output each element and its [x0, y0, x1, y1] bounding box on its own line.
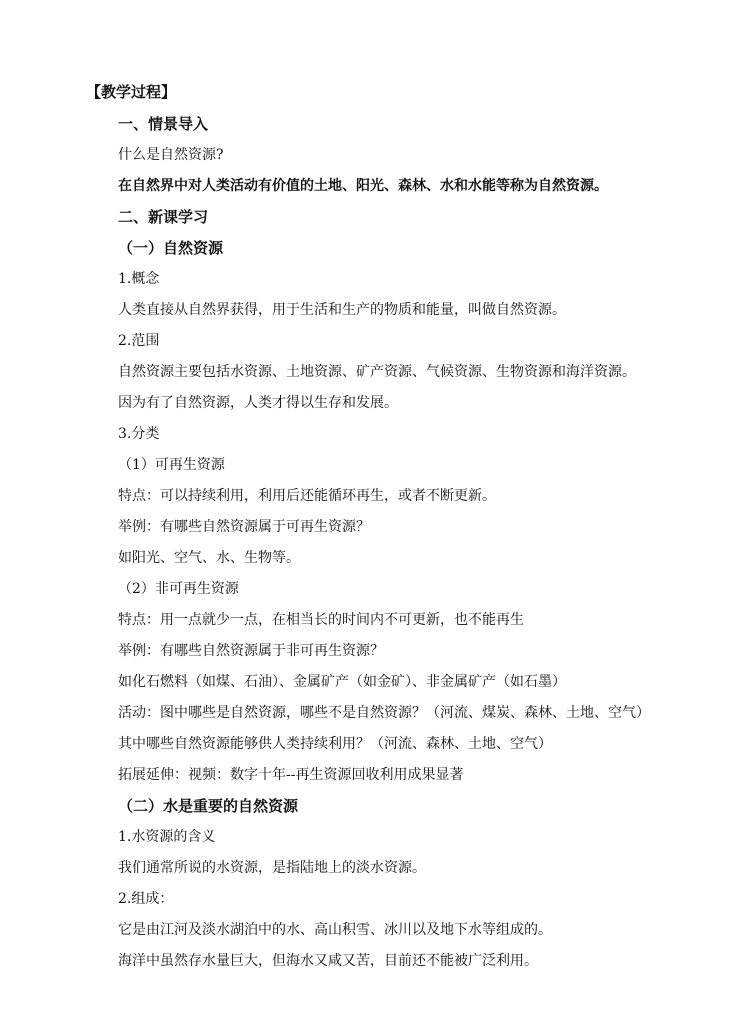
paragraph: 人类直接从自然界获得，用于生活和生产的物质和能量，叫做自然资源。 — [118, 302, 566, 318]
paragraph: （1）可再生资源 — [118, 457, 225, 473]
paragraph: 我们通常所说的水资源，是指陆地上的淡水资源。 — [118, 860, 426, 876]
paragraph: 举例：有哪些自然资源属于可再生资源？ — [118, 519, 370, 535]
paragraph: 2.组成： — [118, 891, 174, 907]
paragraph: 特点：可以持续利用，利用后还能循环再生，或者不断更新。 — [118, 488, 496, 504]
paragraph: 2.范围 — [118, 333, 160, 349]
subheading-water-resources: （二）水是重要的自然资源 — [118, 797, 299, 815]
paragraph-bold: 在自然界中对人类活动有价值的土地、阳光、森林、水和水能等称为自然资源。 — [118, 178, 608, 194]
paragraph: 活动：图中哪些是自然资源，哪些不是自然资源？（河流、煤炭、森林、土地、空气） — [118, 705, 650, 721]
paragraph: 拓展延伸：视频：数字十年--再生资源回收利用成果显著 — [118, 767, 464, 783]
section-title: 【教学过程】 — [86, 83, 177, 101]
paragraph: 因为有了自然资源，人类才得以生存和发展。 — [118, 395, 398, 411]
heading-new-lesson: 二、新课学习 — [118, 208, 209, 226]
paragraph: 其中哪些自然资源能够供人类持续利用？（河流、森林、土地、空气） — [118, 736, 552, 752]
paragraph: 3.分类 — [118, 426, 160, 442]
heading-intro: 一、情景导入 — [118, 115, 209, 133]
paragraph: 什么是自然资源? — [118, 147, 224, 163]
paragraph: （2）非可再生资源 — [118, 581, 239, 597]
paragraph: 如阳光、空气、水、生物等。 — [118, 550, 300, 566]
paragraph: 自然资源主要包括水资源、土地资源、矿产资源、气候资源、生物资源和海洋资源。 — [118, 364, 636, 380]
paragraph: 如化石燃料（如煤、石油）、金属矿产（如金矿）、非金属矿产（如石墨） — [118, 674, 566, 690]
paragraph: 海洋中虽然存水量巨大，但海水又咸又苦，目前还不能被广泛利用。 — [118, 953, 538, 969]
paragraph: 1.概念 — [118, 271, 160, 287]
paragraph: 举例：有哪些自然资源属于非可再生资源？ — [118, 643, 384, 659]
subheading-natural-resources: （一）自然资源 — [118, 239, 224, 257]
paragraph: 它是由江河及淡水湖泊中的水、高山积雪、冰川以及地下水等组成的。 — [118, 922, 552, 938]
paragraph: 1.水资源的含义 — [118, 829, 216, 845]
paragraph: 特点：用一点就少一点，在相当长的时间内不可更新，也不能再生 — [118, 612, 524, 628]
